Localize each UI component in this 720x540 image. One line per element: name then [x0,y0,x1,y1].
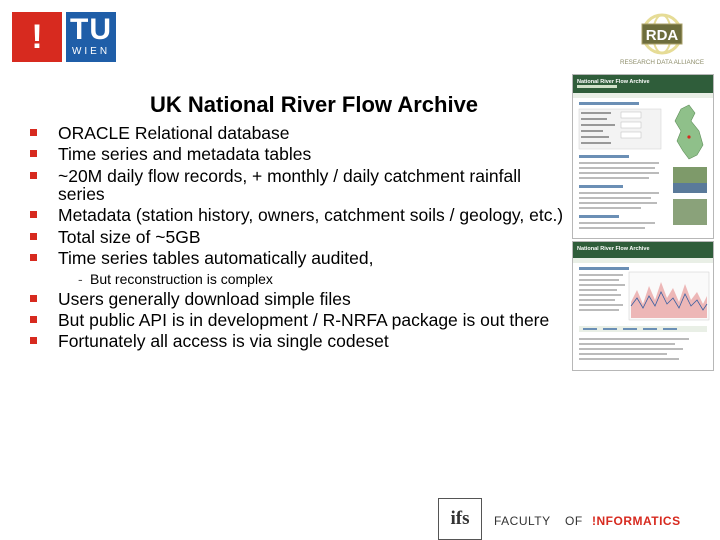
text-line [579,279,619,281]
nrfa-nav-strip [573,93,713,98]
bullet-item: ORACLE Relational database [30,124,570,142]
table-cell [621,122,641,128]
nrfa-subtitle-bar [577,85,617,88]
slide-title: UK National River Flow Archive [150,92,479,117]
text-line [579,304,623,306]
table-cell [621,112,641,118]
footer-informatics-text: !NFORMATICS [592,514,681,528]
uk-map-graphic [675,105,703,159]
table-line [581,112,611,114]
nrfa-header-title: National River Flow Archive [577,79,650,85]
table-cell [621,132,641,138]
rda-logo [618,12,710,70]
text-line [579,343,675,345]
bullet-item: Users generally download simple files [30,290,570,308]
bullet-item: Time series tables automatically audited, [30,249,570,267]
station-photo-2 [673,199,707,225]
text-line [579,353,667,355]
text-line [579,227,645,229]
bullet-item: Total size of ~5GB [30,228,570,246]
tu-logo-text: TU [70,13,112,46]
text-line [579,348,683,350]
sub-bullet-item: - But reconstruction is complex [30,270,570,288]
section-heading-line [579,215,619,218]
bullet-item: Time series and metadata tables [30,145,570,163]
text-line [579,202,657,204]
text-line [579,207,641,209]
text-line [579,294,621,296]
table-line [581,130,603,132]
bullet-item: ~20M daily flow records, + monthly / daily catchment rainfall series [30,167,570,203]
rda-subtitle: RESEARCH DATA ALLIANCE [619,59,705,66]
table-link [623,328,637,330]
text-line [579,358,679,360]
text-line [579,289,617,291]
footer-of-text: OF [565,514,583,528]
station-marker [687,135,690,138]
nrfa-header-title: National River Flow Archive [577,246,650,252]
rda-logo-text: RDA [645,27,679,44]
wien-logo-text: WIEN [71,46,111,57]
bullet-item: Fortunately all access is via single codeset [30,332,570,350]
text-line [579,162,659,164]
bullet-list [30,124,570,354]
table-link [583,328,597,330]
page-heading-line [579,102,639,105]
table-line [581,124,615,126]
text-line [579,274,623,276]
text-line [579,222,655,224]
text-line [579,338,689,340]
table-line [581,118,607,120]
text-line [579,192,659,194]
tu-wien-logo [66,12,116,62]
section-heading-line [579,155,629,158]
section-heading-line [579,185,623,188]
page-heading-line [579,267,629,270]
tu-exclamation-logo: ! [12,12,62,62]
text-line [579,167,655,169]
table-link [663,328,677,330]
table-link [643,328,657,330]
nrfa-timeseries-screenshot [572,241,714,371]
bullet-item: Metadata (station history, owners, catchment soils / geology, etc.) [30,206,570,224]
text-line [579,299,615,301]
text-line [579,197,651,199]
bullet-item: But public API is in development / R-NRFA package is out there [30,311,570,329]
table-link [603,328,617,330]
text-line [579,172,659,174]
text-line [579,177,649,179]
text-line [579,309,619,311]
table-line [581,142,611,144]
nrfa-nav-strip [573,258,713,263]
ifs-logo: ifs [438,498,482,540]
footer-faculty-text: FACULTY [494,514,551,528]
station-photo-water [673,183,707,193]
text-line [579,284,625,286]
nrfa-station-screenshot [572,74,714,239]
table-line [581,136,609,138]
